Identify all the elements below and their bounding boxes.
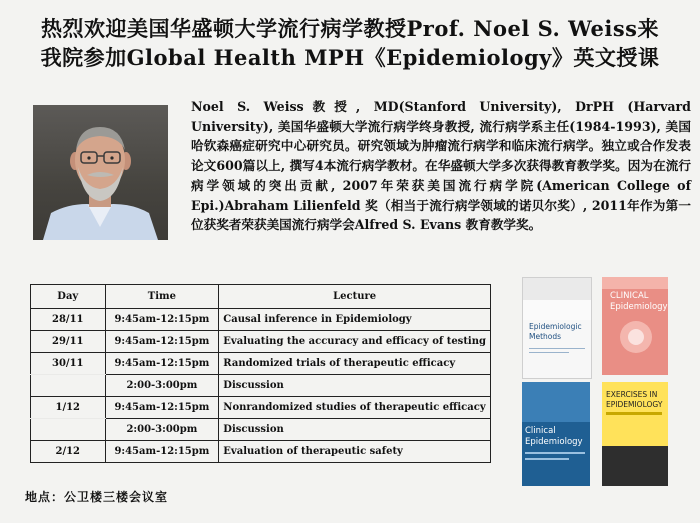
header-day: Day (31, 285, 106, 309)
table-row (31, 375, 491, 397)
table-row (31, 331, 491, 353)
book4-title-line2: EPIDEMIOLOGY (606, 400, 663, 409)
table-row (31, 397, 491, 419)
row-day: 29/11 (31, 331, 106, 353)
table-header-row (31, 285, 491, 309)
table-row (31, 353, 491, 375)
table-row (31, 441, 491, 463)
row-time: 9:45am-12:15pm (105, 309, 219, 331)
row-time: 9:45am-12:15pm (105, 331, 219, 353)
row-time: 2:00-3:00pm (105, 375, 219, 397)
book-cover-clinical-epidemiology-red (602, 277, 668, 375)
table-row (31, 309, 491, 331)
book3-title-line1: Clinical (525, 426, 556, 436)
row-day (31, 419, 106, 441)
row-lecture: Causal inference in Epidemiology (219, 309, 491, 331)
row-lecture: Discussion (219, 419, 491, 441)
book3-title-line2: Epidemiology (525, 437, 583, 447)
title-line-2: 我院参加Global Health MPH《Epidemiology》英文授课 (40, 45, 660, 70)
table-row (31, 419, 491, 441)
row-day (31, 375, 106, 397)
page-title (10, 14, 690, 72)
portrait-figure (33, 105, 168, 240)
portrait-photo (33, 105, 168, 240)
book1-title-line1: Epidemiologic (529, 322, 582, 331)
book-cover-clinical-epidemiology-blue (522, 382, 590, 486)
row-lecture: Evaluating the accuracy and efficacy of testing (219, 331, 491, 353)
row-time: 9:45am-12:15pm (105, 397, 219, 419)
row-day: 30/11 (31, 353, 106, 375)
book-cover-exercises-in-epidemiology (602, 382, 668, 486)
book2-title-line1: CLINICAL (610, 291, 649, 301)
book1-title-line2: Methods (529, 332, 562, 341)
row-day: 2/12 (31, 441, 106, 463)
book2-title-line2: Epidemiology (610, 302, 668, 312)
row-time: 9:45am-12:15pm (105, 441, 219, 463)
row-day: 28/11 (31, 309, 106, 331)
book-cover-epidemiologic-methods (522, 277, 592, 379)
book4-title-line1: EXERCISES IN (606, 390, 658, 399)
lecture-schedule-table (30, 284, 491, 463)
header-lecture: Lecture (219, 285, 491, 309)
row-lecture: Nonrandomized studies of therapeutic efficacy (219, 397, 491, 419)
location-text: 地点：公卫楼三楼会议室 (25, 490, 169, 504)
row-lecture: Discussion (219, 375, 491, 397)
row-day: 1/12 (31, 397, 106, 419)
row-time: 2:00-3:00pm (105, 419, 219, 441)
header-time: Time (105, 285, 219, 309)
row-time: 9:45am-12:15pm (105, 353, 219, 375)
title-line-1: 热烈欢迎美国华盛顿大学流行病学教授Prof. Noel S. Weiss来 (40, 16, 659, 41)
row-lecture: Evaluation of therapeutic safety (219, 441, 491, 463)
row-lecture: Randomized trials of therapeutic efficacy (219, 353, 491, 375)
bio-paragraph: Noel S. Weiss教授, MD(Stanford University), DrPH (Harvard University), 美国华盛顿大学流行病学终身教授, 流行病学系主任(1984-1993), 美国哈钦森癌症研究中心研究员。研究领域为肿瘤流行病学和临床流行病学。独立或合作发表论文600篇以上, 撰写4本流行病学教材。在华盛顿大学多次获得教育教学奖。因为在流行病学领域的突出贡献, 2007年荣获美国流行病学院(American College of Epi.)Abraham Lilienfeld 奖（相当于流行病学领域的诺贝尔奖）, 2011年作为第一位获奖者荣获美国流行病学会Alfred S. Evans 教育教学奖。 (191, 99, 691, 233)
